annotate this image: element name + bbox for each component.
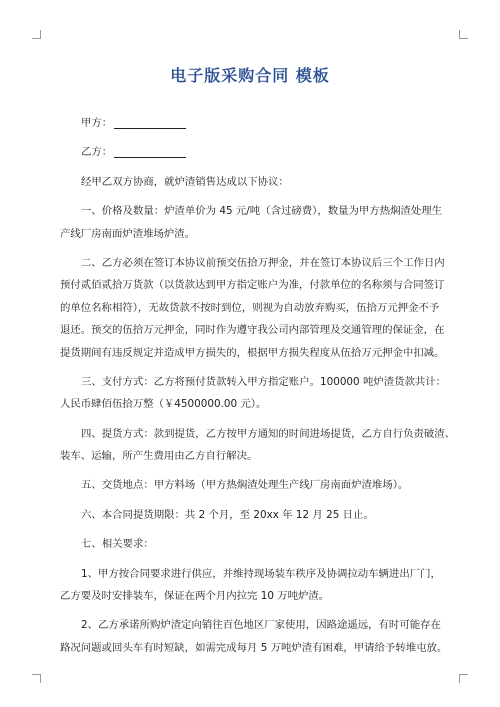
party-a-label: 甲方： bbox=[81, 117, 113, 129]
document-body bbox=[60, 112, 456, 659]
requirement-2-line-2: 路况问题或回头车有时短缺，如需完成每月 5 万吨炉渣有困难，甲请给予转堆屯放。 bbox=[60, 641, 448, 654]
requirement-1-line-2: 乙方要及时安排装车，保证在两个月内拉完 10 万吨炉渣。 bbox=[60, 590, 330, 603]
clause-1-line-2: 产线厂房南面炉渣堆场炉渣。 bbox=[60, 227, 196, 240]
page-corner-mark-bottom-right bbox=[459, 674, 468, 683]
party-b-blank[interactable] bbox=[114, 145, 186, 158]
page-corner-mark-top-right bbox=[459, 30, 468, 39]
clause-1-line-1: 一、价格及数量：炉渣单价为 45 元/吨（含过磅费），数量为甲方热焖渣处理生 bbox=[81, 205, 443, 218]
requirement-1-line-1: 1、甲方按合同要求进行供应，并维持现场装车秩序及协调拉动车辆进出厂门， bbox=[81, 567, 441, 580]
page-corner-mark-bottom-left bbox=[32, 674, 41, 683]
clause-4-line-2: 装车、运输，所产生费用由乙方自行解决。 bbox=[60, 450, 258, 463]
clause-7-heading: 七、相关要求： bbox=[81, 538, 154, 551]
clause-4-line-1: 四、提货方式：款到提货，乙方按甲方通知的时间进场提货，乙方自行负责破渣、 bbox=[81, 427, 456, 440]
clause-3-line-2: 人民币肆佰伍拾万整（￥4500000.00 元）。 bbox=[60, 398, 267, 411]
clause-2-line-4: 退还。预交的伍拾万元押金，同时作为遵守我公司内部管理及交通管理的保证金，在 bbox=[60, 324, 445, 337]
clause-2-line-2: 预付贰佰贰拾万货款（以货款达到甲方指定账户为准，付款单位的名称须与合同签订 bbox=[60, 279, 445, 292]
party-a-blank[interactable] bbox=[114, 116, 186, 129]
clause-5-line-1: 五、交货地点：甲方料场（甲方热焖渣处理生产线厂房南面炉渣堆场）。 bbox=[81, 479, 409, 492]
page-corner-mark-top-left bbox=[32, 30, 41, 39]
intro-paragraph: 经甲乙双方协商，就炉渣销售达成以下协议： bbox=[81, 175, 289, 188]
clause-2-line-1: 二、乙方必须在签订本协议前预交伍拾万押金，并在签订本协议后三个工作日内 bbox=[81, 256, 445, 269]
party-b-line bbox=[60, 141, 442, 163]
clause-2-line-3: 的单位名称相符），无故货款不按时到位，则视为自动放弃购买，伍拾万元押金不予 bbox=[60, 301, 440, 314]
requirement-2-line-1: 2、乙方承诺所购炉渣定向销往百色地区厂家使用，因路途遥远，有时可能存在 bbox=[81, 619, 441, 632]
document-title: 电子版采购合同 模板 bbox=[170, 66, 330, 85]
clause-6-line-1: 六、本合同提货期限：共 2 个月，至 20xx 年 12 月 25 日止。 bbox=[81, 508, 374, 521]
clause-3-line-1: 三、支付方式：乙方将预付货款转入甲方指定账户。100000 吨炉渣货款共计： bbox=[81, 375, 447, 388]
party-a-line bbox=[60, 112, 442, 134]
party-b-label: 乙方： bbox=[81, 146, 113, 159]
clause-2-line-5: 提货期间有违反规定并造成甲方损失的，根据甲方损失程度从伍拾万元押金中扣减。 bbox=[60, 346, 445, 359]
